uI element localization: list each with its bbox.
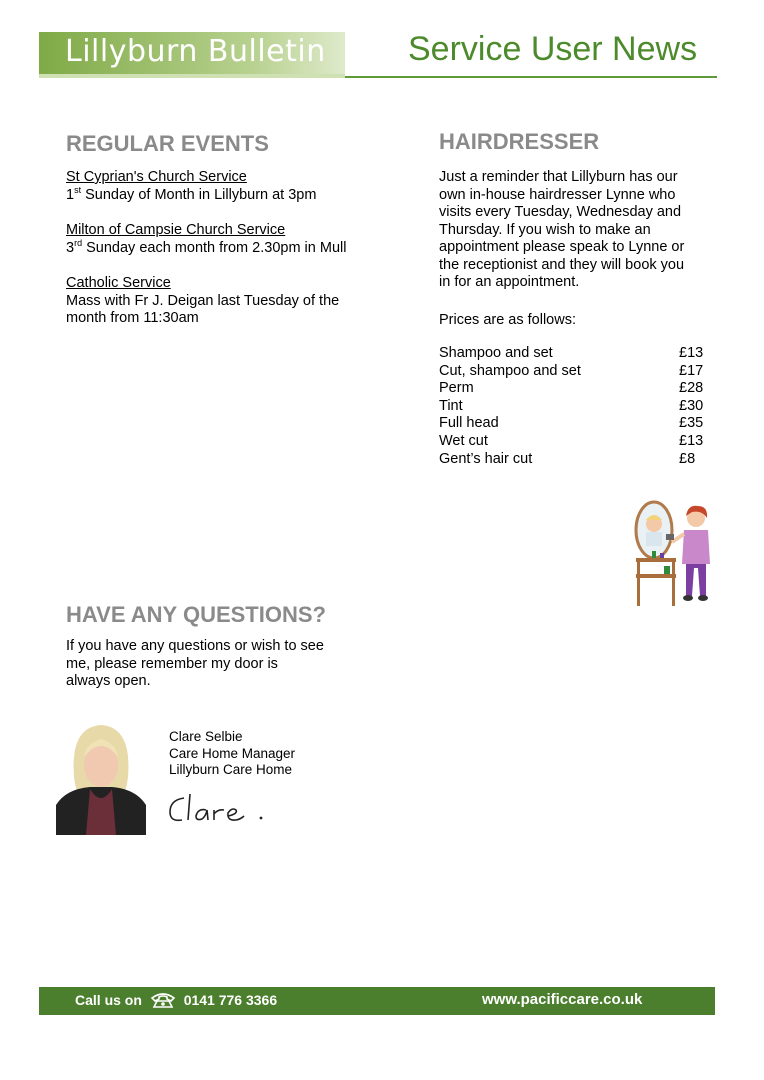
header-divider (345, 76, 717, 78)
manager-photo-avatar (56, 717, 146, 835)
event-item (66, 222, 396, 257)
questions-line: always open. (66, 673, 151, 689)
price-row: Wet cut £13 (439, 432, 704, 449)
event-detail: month from 11:30am (66, 310, 199, 326)
regular-events-heading: REGULAR EVENTS (66, 131, 269, 156)
event-detail: Mass with Fr J. Deigan last Tuesday of the (66, 292, 340, 309)
questions-text (66, 638, 386, 691)
intro-line: in for an appointment. (439, 274, 580, 290)
phone-number: 0141 776 3366 (183, 992, 278, 1008)
hairdresser-intro (439, 169, 739, 292)
manager-details (169, 729, 295, 779)
price-row: Cut, shampoo and set £17 (439, 362, 704, 379)
questions-line: If you have any questions or wish to see (66, 638, 324, 654)
price-row: Shampoo and set £13 (439, 345, 704, 361)
intro-line: visits every Tuesday, Wednesday and (439, 204, 682, 220)
manager-org: Lillyburn Care Home (169, 762, 293, 777)
event-title: Catholic Service (66, 275, 171, 291)
intro-line: own in-house hairdresser Lynne who (439, 186, 676, 203)
price-row: Tint £30 (439, 397, 704, 414)
brand-underline (39, 74, 345, 78)
footer-phone[interactable] (75, 991, 277, 1009)
call-label: Call us on (75, 992, 142, 1008)
price-row: Full head £35 (439, 415, 704, 432)
footer-website-link[interactable]: www.pacificcare.co.uk (482, 991, 643, 1008)
questions-heading: HAVE ANY QUESTIONS? (66, 602, 326, 627)
brand-title: Lillyburn Bulletin (65, 34, 326, 69)
price-row: Perm £28 (439, 380, 704, 397)
event-item (66, 275, 396, 328)
intro-line: the receptionist and they will book you (439, 256, 685, 273)
event-title: St Cyprian's Church Service (66, 169, 247, 185)
event-item (66, 169, 396, 204)
phone-icon (150, 991, 176, 1009)
manager-signature (166, 790, 276, 830)
price-row: Gent’s hair cut £8 (439, 450, 696, 467)
manager-role: Care Home Manager (169, 745, 296, 761)
intro-line: Thursday. If you wish to make an (439, 221, 651, 238)
price-list (439, 345, 709, 468)
hairdresser-heading: HAIRDRESSER (439, 129, 600, 154)
event-list (66, 169, 396, 328)
event-title: Milton of Campsie Church Service (66, 222, 286, 238)
event-detail: 1st Sunday of Month in Lillyburn at 3pm (66, 184, 317, 203)
hairdresser-clipart-icon (632, 498, 716, 610)
event-detail: 3rd Sunday each month from 2.30pm in Mull (66, 237, 347, 256)
manager-name: Clare Selbie (169, 729, 243, 744)
intro-line: appointment please speak to Lynne or (439, 239, 685, 255)
questions-line: me, please remember my door is (66, 655, 278, 672)
intro-line: Just a reminder that Lillyburn has our (439, 169, 678, 185)
prices-intro: Prices are as follows: (439, 312, 576, 328)
newsletter-title: Service User News (408, 30, 698, 68)
